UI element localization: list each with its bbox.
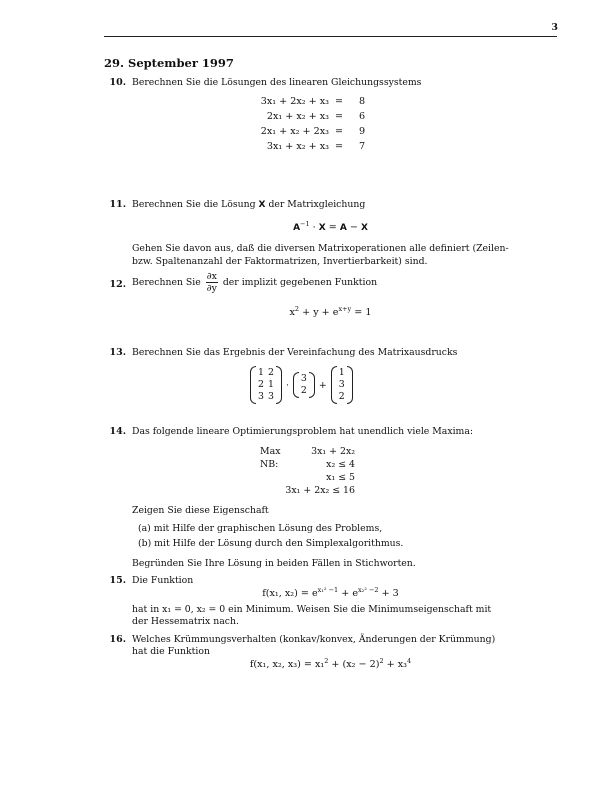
problem-11-text-a: Berechnen Sie die Lösung: [132, 199, 256, 210]
problem-15-text: Die Funktion: [132, 575, 194, 586]
inverse-exponent: −1: [300, 220, 310, 228]
dot-operator: ·: [309, 222, 319, 234]
header-rule: [104, 36, 557, 37]
equation-row: [245, 111, 375, 126]
problem-14-number: 14.: [109, 426, 126, 437]
f2-middle: + e: [338, 588, 359, 600]
problem-16-number: 16.: [109, 634, 126, 645]
fraction-denominator: ∂y: [206, 283, 217, 294]
matrix-x: X: [360, 223, 368, 234]
problem-14-closing: Begründen Sie Ihre Lösung in beiden Fällen in Stichworten.: [132, 558, 416, 569]
problem-11-number: 11.: [109, 199, 126, 210]
implicit-rhs: = 1: [351, 307, 372, 319]
equation-equals: =: [335, 141, 344, 152]
exponent-2: 2: [324, 657, 329, 665]
problem-16-line-2: hat die Funktion: [132, 646, 210, 657]
exponent-2: 2: [379, 657, 384, 665]
matrix-variable-x: X: [258, 200, 266, 210]
exponent-4: 4: [407, 657, 412, 665]
f3-part-a: f(x₁, x₂, x₃) = x₁: [249, 659, 325, 671]
function-f3: [104, 657, 557, 670]
problem-16-line-1: Welches Krümmungsverhalten (konkav/konvex, Änderungen der Krümmung): [132, 634, 496, 645]
implicit-x: x: [289, 307, 295, 319]
f2-tail: + 3: [378, 588, 399, 600]
implicit-function: [104, 305, 557, 318]
equation-rhs: 6: [359, 111, 366, 122]
dot-operator: ·: [285, 379, 289, 391]
exponent: x₁² −1: [317, 586, 339, 594]
problem-14-prompt: Zeigen Sie diese Eigenschaft: [132, 505, 269, 516]
lp-constraint: 3x₁ + 2x₂ ≤ 16: [285, 485, 355, 496]
lp-constraint: x₂ ≤ 4: [326, 459, 355, 470]
vector-cell: 3: [338, 379, 345, 390]
plus-operator: +: [318, 379, 327, 391]
problem-14-option-a: (a) mit Hilfe der graphischen Lösung des Problems,: [138, 523, 383, 534]
matrix-cell: 2: [258, 379, 264, 390]
matrix-cell: 3: [267, 391, 274, 402]
equation-row: [245, 126, 375, 141]
vector-cell: 1: [338, 367, 345, 378]
problem-12-text-a: Berechnen Sie: [132, 277, 201, 288]
f3-part-b: + (x₂ − 2): [328, 659, 380, 671]
vector-3: [331, 367, 353, 403]
problem-15-number: 15.: [109, 575, 126, 586]
equals-sign: =: [325, 222, 340, 234]
lp-objective: 3x₁ + 2x₂: [311, 446, 355, 457]
problem-13-text: Berechnen Sie das Ergebnis der Vereinfachung des Matrixausdrucks: [132, 347, 458, 358]
equation-equals: =: [335, 111, 344, 122]
matrix-expression: [250, 367, 353, 403]
problem-11-text-b: der Matrixgleichung: [268, 199, 366, 210]
problem-11-note-line-1: Gehen Sie davon aus, daß die diversen Matrixoperationen alle definiert (Zeilen-: [132, 243, 509, 254]
problem-12-text-b: der implizit gegebenen Funktion: [222, 277, 378, 288]
problem-12-text: [132, 271, 377, 294]
partial-derivative-fraction: [206, 271, 218, 294]
equation-rhs: 8: [359, 96, 366, 107]
problem-15-line-3: der Hessematrix nach.: [132, 616, 239, 627]
implicit-middle: + y + e: [299, 307, 339, 319]
lp-constraint: x₁ ≤ 5: [326, 472, 355, 483]
vector-2: [293, 373, 315, 397]
matrix-a: A: [293, 223, 301, 234]
matrix-3x2: [250, 367, 282, 403]
equation-rhs: 7: [359, 141, 366, 152]
matrix-cell: 1: [258, 367, 264, 378]
vector-cell: 2: [338, 391, 345, 402]
vector-cell: 3: [300, 373, 307, 384]
problem-11-note-line-2: bzw. Spaltenanzahl der Faktormatrizen, Invertierbarkeit) sind.: [132, 256, 428, 267]
problem-14-option-b: (b) mit Hilfe der Lösung durch den Simplexalgorithmus.: [138, 538, 404, 549]
problem-15-line-2: hat in x₁ = 0, x₂ = 0 ein Minimum. Weisen Sie die Minimumseigenschaft mit: [132, 604, 492, 615]
matrix-a: A: [339, 223, 347, 234]
equation-row: [245, 141, 375, 156]
function-f2: [104, 586, 557, 599]
vector-cell: 2: [300, 385, 307, 396]
matrix-equation: [104, 220, 557, 233]
problem-12-number: 12.: [109, 279, 126, 290]
matrix-cell: 1: [267, 379, 274, 390]
equation-system: [245, 96, 375, 156]
page-number: 3: [551, 22, 558, 33]
problem-11-text: [132, 198, 365, 212]
minus-sign: −: [346, 222, 361, 234]
equation-lhs: 3x₁ + 2x₂ + x₃: [260, 96, 329, 107]
problem-13-number: 13.: [109, 347, 126, 358]
equation-lhs: 2x₁ + x₂ + x₃: [266, 111, 329, 122]
matrix-cell: 3: [258, 391, 264, 402]
equation-rhs: 9: [359, 126, 366, 137]
exponent-2: 2: [294, 305, 300, 313]
exponent: x₂² −2: [358, 586, 379, 594]
problem-10-number: 10.: [109, 77, 126, 88]
exponent-x-plus-y: x+y: [338, 305, 352, 313]
problem-14-text: Das folgende lineare Optimierungsproblem hat unendlich viele Maxima:: [132, 426, 474, 437]
f2-head: f(x₁, x₂) = e: [262, 588, 318, 600]
problem-10-text: Berechnen Sie die Lösungen des linearen Gleichungssystems: [132, 77, 422, 88]
f3-part-c: + x₃: [383, 659, 408, 671]
equation-lhs: 2x₁ + x₂ + 2x₃: [260, 126, 329, 137]
lp-nb-label: NB:: [260, 459, 279, 470]
fraction-numerator: ∂x: [206, 271, 217, 282]
matrix-cell: 2: [267, 367, 274, 378]
lp-max-label: Max: [260, 446, 281, 457]
equation-row: [245, 96, 375, 111]
equation-equals: =: [335, 126, 344, 137]
matrix-x: X: [318, 223, 326, 234]
equation-equals: =: [335, 96, 344, 107]
equation-lhs: 3x₁ + x₂ + x₃: [266, 141, 329, 152]
date-heading: 29. September 1997: [104, 56, 234, 70]
